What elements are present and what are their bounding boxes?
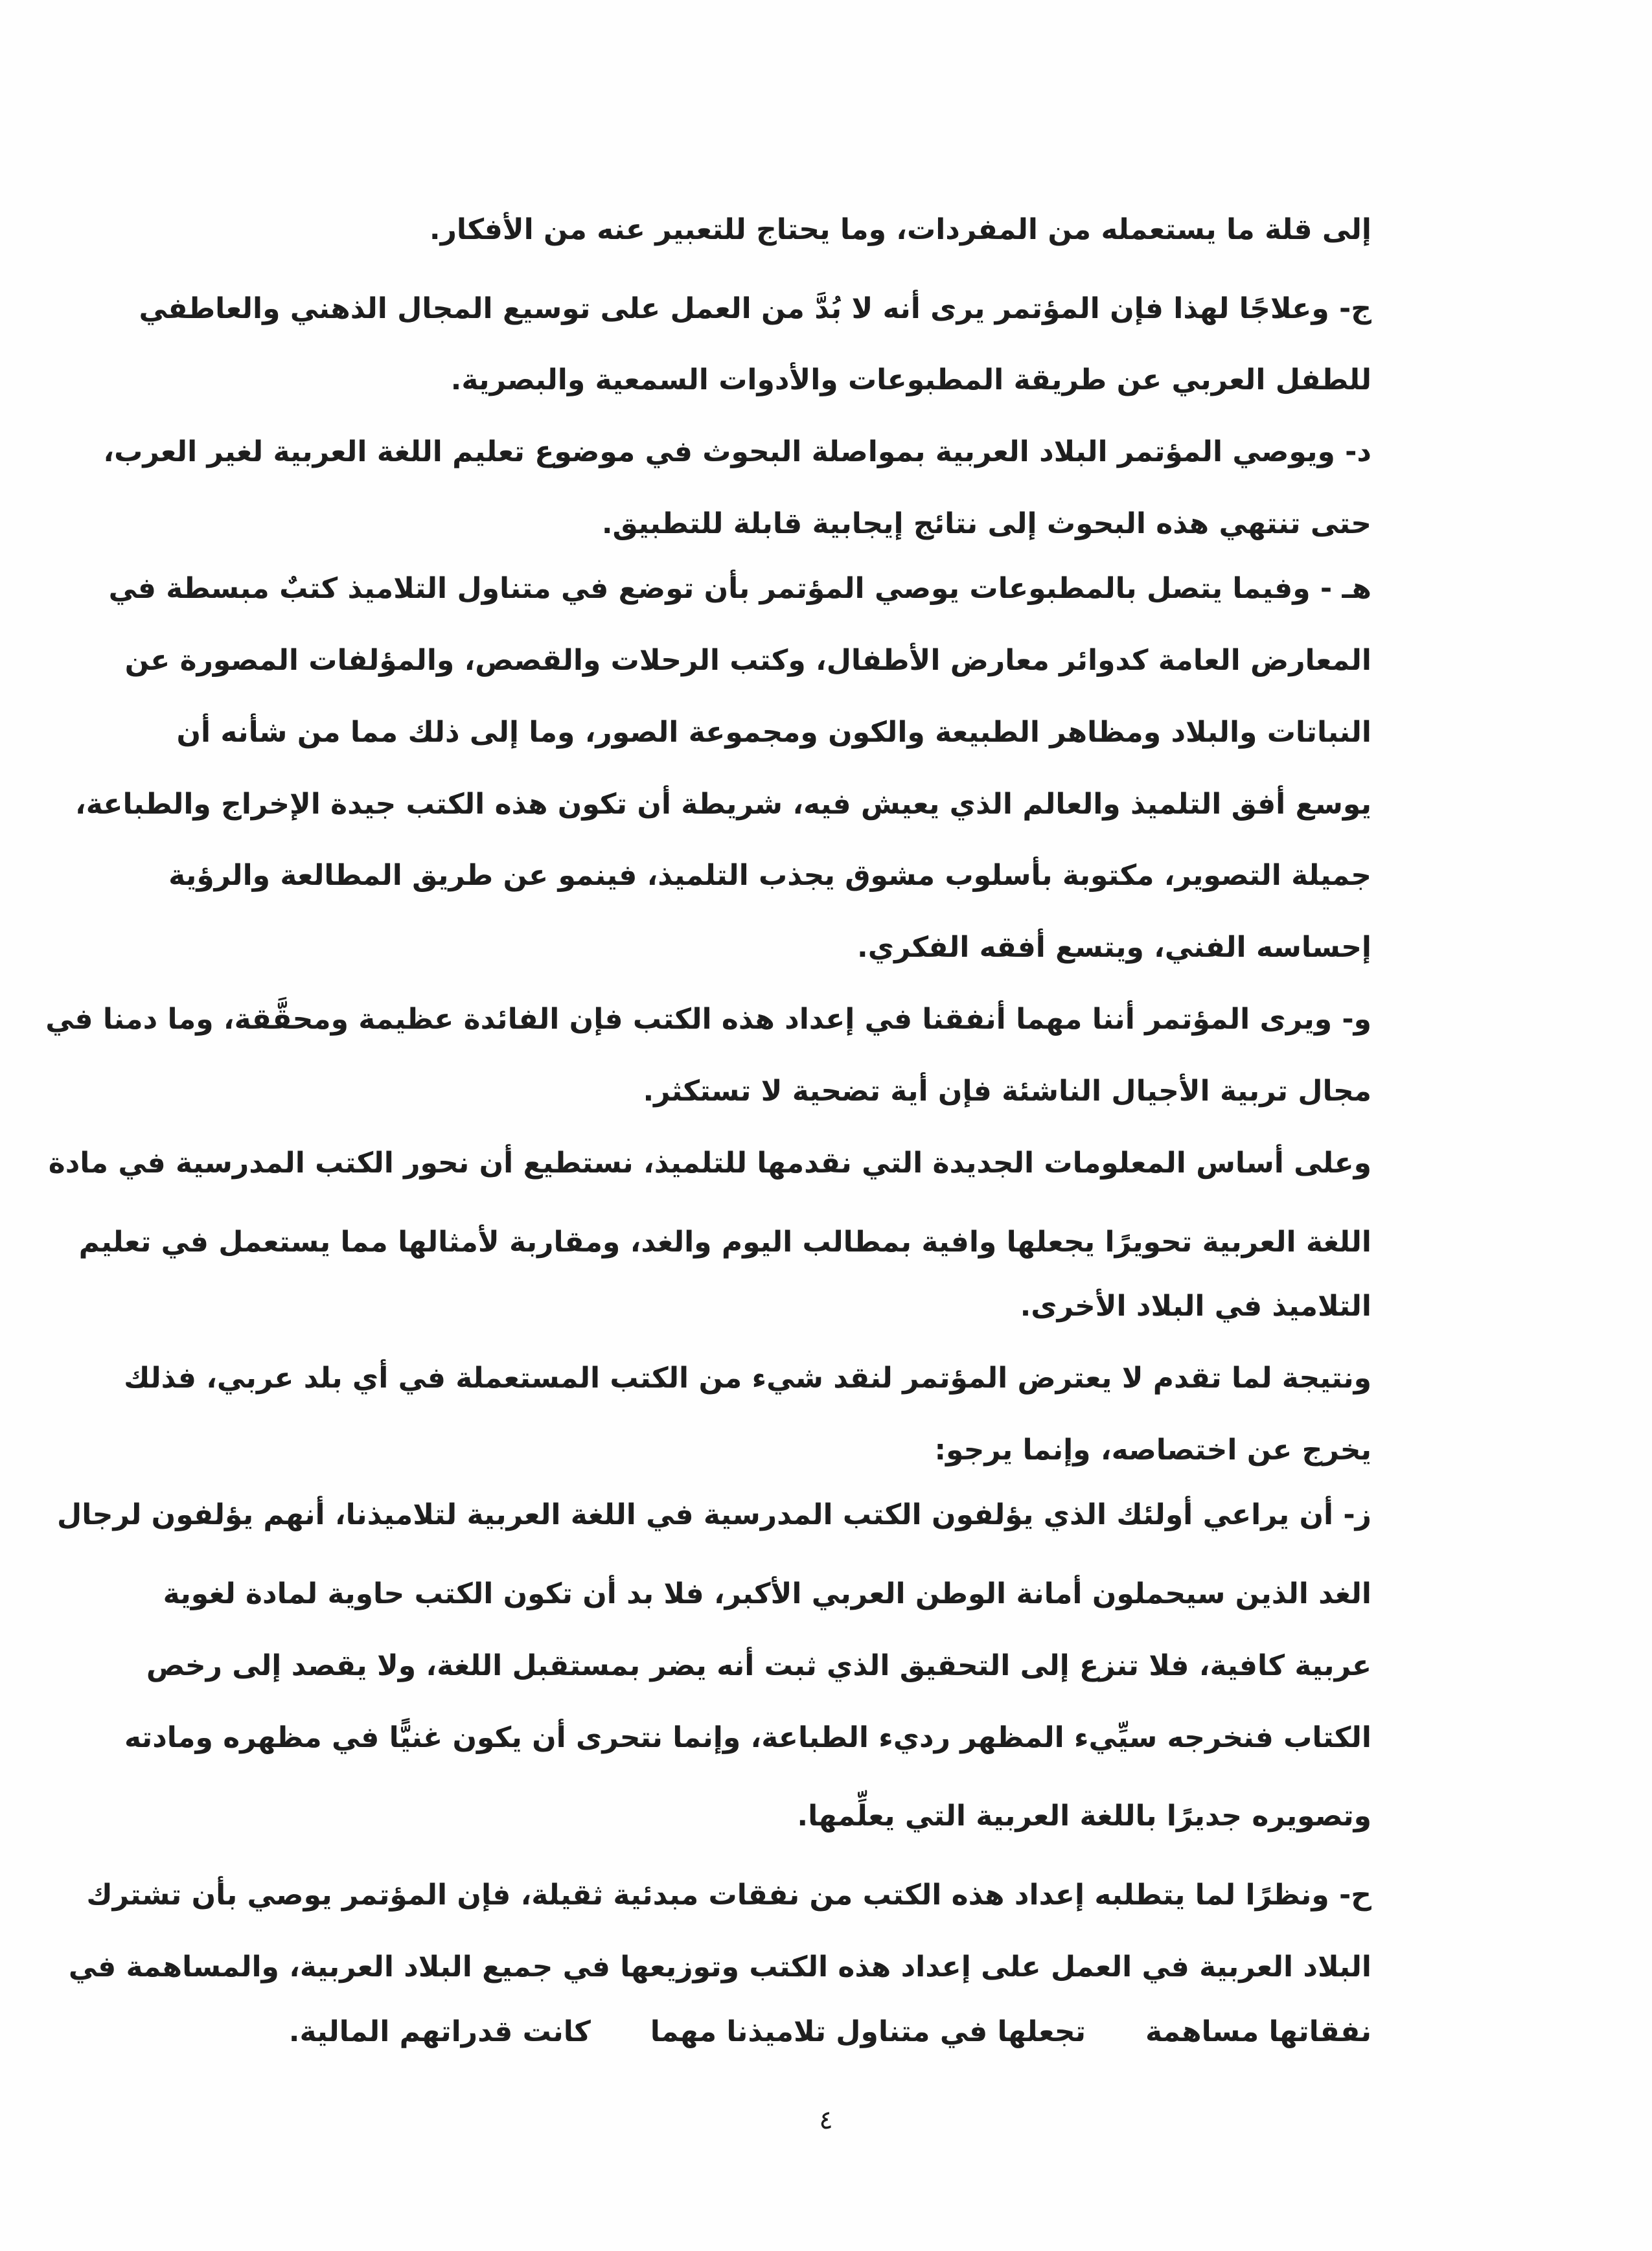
text-line: جميلة التصوير، مكتوبة بأسلوب مشوق يجذب التلميذ، فينمو عن طريق المطالعة والرؤية bbox=[168, 859, 1371, 892]
text-line: للطفل العربي عن طريقة المطبوعات والأدوات السمعية والبصرية. bbox=[450, 363, 1371, 396]
text-line: يوسع أفق التلميذ والعالم الذي يعيش فيه، شريطة أن تكون هذه الكتب جيدة الإخراج والطباعة، bbox=[75, 788, 1371, 821]
text-line: التلاميذ في البلاد الأخرى. bbox=[1020, 1290, 1371, 1323]
text-line: إحساسه الفني، ويتسع أفقه الفكري. bbox=[857, 931, 1371, 964]
text-line: وتصويره جديرًا باللغة العربية التي يعلِّمها. bbox=[797, 1800, 1371, 1833]
text-line: النباتات والبلاد ومظاهر الطبيعة والكون ومجموعة الصور، وما إلى ذلك مما من شأنه أن bbox=[176, 716, 1371, 749]
text-line: مجال تربية الأجيال الناشئة فإن أية تضحية لا تستكثر. bbox=[643, 1075, 1371, 1108]
text-line: و- ويرى المؤتمر أننا مهما أنفقنا في إعداد هذه الكتب فإن الفائدة عظيمة ومحقَّقة، وما دمنا في bbox=[45, 1003, 1371, 1036]
text-line: د- ويوصي المؤتمر البلاد العربية بمواصلة البحوث في موضوع تعليم اللغة العربية لغير العرب، bbox=[103, 435, 1371, 468]
page-number: ٤ bbox=[819, 2105, 833, 2135]
text-line: ونتيجة لما تقدم لا يعترض المؤتمر لنقد شيء من الكتب المستعملة في أي بلد عربي، فذلك bbox=[124, 1362, 1371, 1395]
text-line: يخرج عن اختصاصه، وإنما يرجو: bbox=[934, 1434, 1371, 1467]
text-line: الكتاب فنخرجه سيِّيء المظهر رديء الطباعة، وإنما نتحرى أن يكون غنيًّا في مظهره ومادته bbox=[124, 1721, 1371, 1754]
text-line: ح- ونظرًا لما يتطلبه إعداد هذه الكتب من نفقات مبدئية ثقيلة، فإن المؤتمر يوصي بأن تشترك bbox=[86, 1879, 1371, 1912]
text-line: البلاد العربية في العمل على إعداد هذه الكتب وتوزيعها في جميع البلاد العربية، والمساهمة في bbox=[68, 1950, 1371, 1983]
text-line: الغد الذين سيحملون أمانة الوطن العربي الأكبر، فلا بد أن تكون الكتب حاوية لمادة لغوية bbox=[163, 1577, 1371, 1610]
text-line: وعلى أساس المعلومات الجديدة التي نقدمها للتلميذ، نستطيع أن نحور الكتب المدرسية في مادة bbox=[48, 1147, 1371, 1180]
text-line: ز- أن يراعي أولئك الذي يؤلفون الكتب المدرسية في اللغة العربية لتلاميذنا، أنهم يؤلفون لرجال bbox=[57, 1498, 1371, 1531]
text-line: اللغة العربية تحويرًا يجعلها وافية بمطالب اليوم والغد، ومقاربة لأمثالها مما يستعمل في تعليم bbox=[78, 1226, 1371, 1259]
text-line: نفقاتها مساهمة تجعلها في متناول تلاميذنا مهما كانت قدراتهم المالية. bbox=[288, 2015, 1371, 2048]
text-line: هـ - وفيما يتصل بالمطبوعات يوصي المؤتمر بأن توضع في متناول التلاميذ كتبٌ مبسطة في bbox=[108, 572, 1371, 605]
text-line: إلى قلة ما يستعمله من المفردات، وما يحتاج للتعبير عنه من الأفكار. bbox=[429, 213, 1371, 246]
text-line: ج- وعلاجًا لهذا فإن المؤتمر يرى أنه لا بُدَّ من العمل على توسيع المجال الذهني والعاطفي bbox=[139, 292, 1371, 325]
text-line: المعارض العامة كدوائر معارض الأطفال، وكتب الرحلات والقصص، والمؤلفات المصورة عن bbox=[124, 644, 1371, 677]
text-line: عربية كافية، فلا تنزع إلى التحقيق الذي ثبت أنه يضر بمستقبل اللغة، ولا يقصد إلى رخص bbox=[146, 1649, 1371, 1682]
text-line: حتى تنتهي هذه البحوث إلى نتائج إيجابية قابلة للتطبيق. bbox=[601, 507, 1371, 540]
